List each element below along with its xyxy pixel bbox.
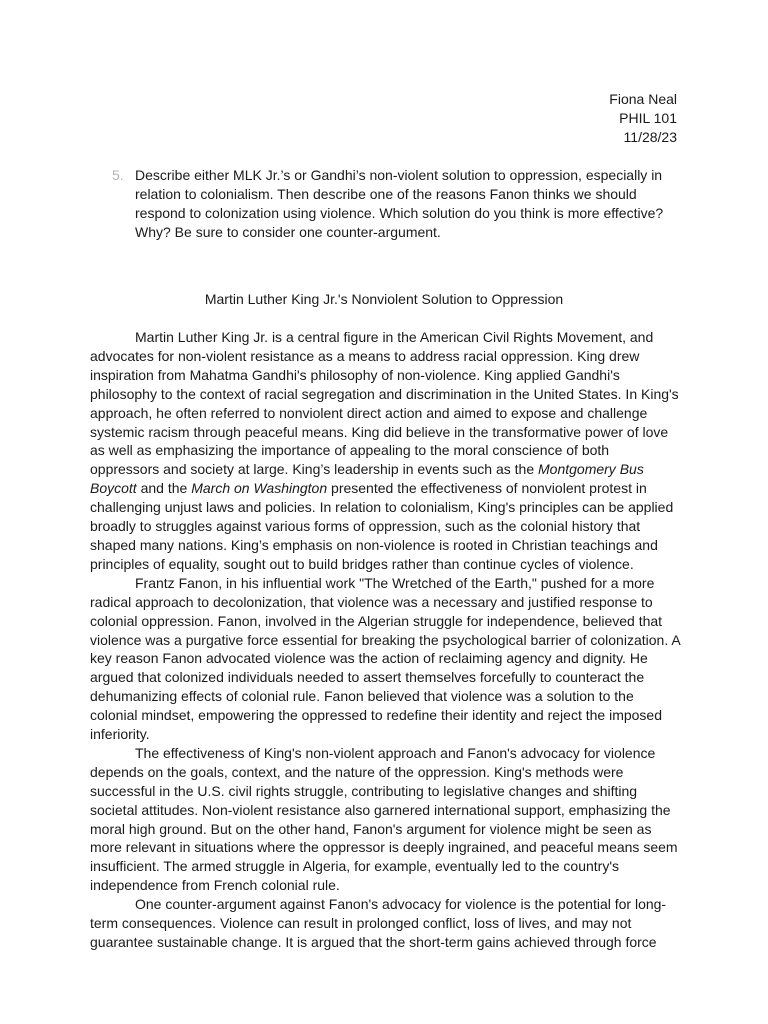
essay-title: Martin Luther King Jr.'s Nonviolent Solution to Oppression xyxy=(204,291,564,307)
course-code: PHIL 101 xyxy=(619,110,677,126)
prompt-number: 5. xyxy=(112,167,124,183)
italic-event-2: March on Washington xyxy=(191,480,328,497)
prompt-text: Describe either MLK Jr.’s or Gandhi’s non-violent solution to oppression, especially in relation to colonialism. Then describe one of the reasons Fanon thinks we should respond to colonization using violence. Which solution do you think is more effective? Why? Be sure to consider one counter-argument. xyxy=(135,167,664,240)
student-header xyxy=(609,90,677,147)
submission-date: 11/28/23 xyxy=(623,129,677,145)
italic-event-1: Montgomery Bus Boycott xyxy=(90,461,644,497)
essay-prompt xyxy=(90,166,680,242)
student-name: Fiona Neal xyxy=(609,91,677,107)
paragraph-2: Frantz Fanon, in his influential work "The Wretched of the Earth," pushed for a more radical approach to decolonization, that violence was a necessary and justified response to colonial oppression. Fanon, involved in the Algerian struggle for independence, believed that violence was a purgative force essential for breaking the psychological barrier of colonization. A key reason Fanon advocated violence was the action of reclaiming agency and dignity. He argued that colonized individuals needed to assert themselves forcefully to counteract the dehumanizing effects of colonial rule. Fanon believed that violence was a solution to the colonial mindset, empowering the oppressed to redefine their identity and reject the imposed inferiority. xyxy=(90,574,680,743)
essay-body xyxy=(90,328,680,952)
paragraph-1: Martin Luther King Jr. is a central figure in the American Civil Rights Movement, and advocates for non-violent resistance as a means to address racial oppression. King drew inspiration from Mahatma Gandhi's philosophy of non-violence. King applied Gandhi's philosophy to the context of racial segregation and discrimination in the United States. In King's approach, he often referred to nonviolent direct action and aimed to expose and challenge systemic racism through peaceful means. King did believe in the transformative power of love as well as emphasizing the importance of appealing to the moral conscience of both oppressors and society at large. King’s leadership in events such as the Montgomery Bus Boycott and the March on Washington presented the effectiveness of nonviolent protest in challenging unjust laws and policies. In relation to colonialism, King's principles can be applied broadly to struggles against various forms of oppression, such as the colonial history that shaped many nations. King’s emphasis on non-violence is rooted in Christian teachings and principles of equality, sought out to build bridges rather than continue cycles of violence. xyxy=(90,329,679,572)
paragraph-3: The effectiveness of King's non-violent approach and Fanon's advocacy for violence depends on the goals, context, and the nature of the oppression. King's methods were successful in the U.S. civil rights struggle, contributing to legislative changes and shifting societal attitudes. Non-violent resistance also garnered international support, emphasizing the moral high ground. But on the other hand, Fanon's argument for violence might be seen as more relevant in situations where the oppressor is deeply ingrained, and peaceful means seem insufficient. The armed struggle in Algeria, for example, eventually led to the country's independence from French colonial rule. xyxy=(90,744,678,894)
paragraph-4: One counter-argument against Fanon's advocacy for violence is the potential for long-term consequences. Violence can result in prolonged conflict, loss of lives, and may not guarantee sustainable change. It is argued that the short-term gains achieved through force xyxy=(90,896,667,950)
